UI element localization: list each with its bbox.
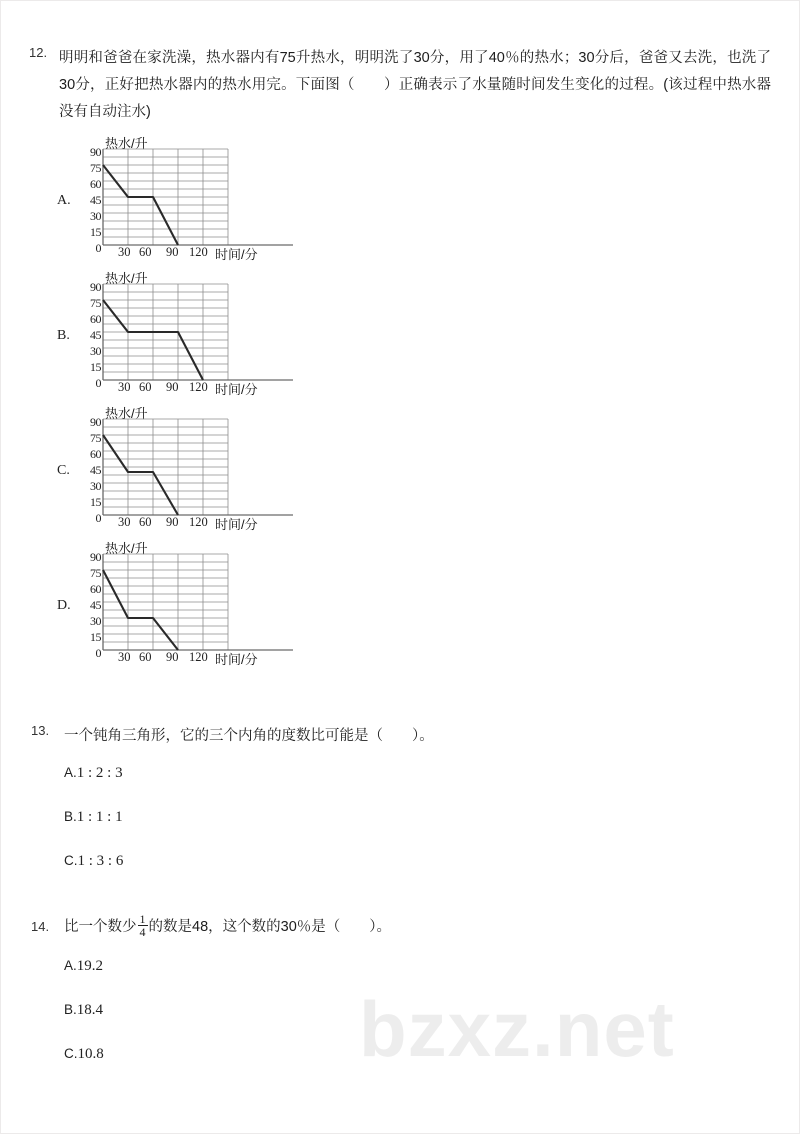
question-14-options [64, 957, 591, 1063]
question-14-text-after: 的数是48，这个数的30％是（ ）。 [148, 918, 392, 935]
question-14-option-a[interactable] [64, 957, 591, 975]
ytick-90: 90 [90, 415, 101, 429]
xtick-60: 60 [139, 245, 152, 259]
chart-option-b-xtitle: 时间/分 [215, 382, 258, 397]
xtick-120: 120 [189, 245, 208, 259]
chart-option-b-plot [103, 284, 228, 380]
question-13-options [64, 764, 591, 870]
chart-option-d-ylabels [71, 550, 101, 660]
question-13-number: 13. [31, 723, 50, 738]
ytick-75: 75 [90, 161, 101, 175]
chart-option-a[interactable] [55, 136, 355, 269]
question-12-number: 12. [29, 45, 48, 60]
xtick-60: 60 [139, 380, 152, 394]
ytick-45: 45 [90, 328, 101, 342]
chart-option-c[interactable] [55, 406, 355, 539]
option-letter: C. [64, 853, 78, 868]
ytick-60: 60 [90, 582, 101, 596]
chart-option-d-label: D. [57, 598, 71, 613]
ytick-15: 15 [90, 630, 101, 644]
xtick-90: 90 [166, 380, 179, 394]
option-value: 10.8 [77, 1045, 104, 1062]
ytick-0: 0 [95, 376, 101, 390]
chart-option-b-ytitle: 热水/升 [105, 271, 148, 286]
ytick-30: 30 [90, 209, 101, 223]
option-letter: A. [64, 957, 77, 973]
ytick-0: 0 [95, 646, 101, 660]
ytick-15: 15 [90, 495, 101, 509]
option-value: 1 : 2 : 3 [76, 765, 123, 781]
xtick-120: 120 [189, 650, 208, 664]
ytick-0: 0 [95, 511, 101, 525]
question-14-number: 14. [31, 919, 50, 934]
chart-option-c-plot [103, 419, 228, 515]
ytick-75: 75 [90, 431, 101, 445]
question-13-text: 一个钝角三角形，它的三个内角的度数比可能是（ ）。 [64, 728, 434, 744]
chart-option-d-xlabels [95, 646, 317, 670]
chart-option-c-label: C. [57, 463, 70, 478]
chart-option-b-ylabels [71, 280, 101, 390]
question-14-text [64, 913, 591, 941]
xtick-60: 60 [139, 650, 152, 664]
question-13-option-c[interactable] [64, 852, 591, 870]
ytick-15: 15 [90, 225, 101, 239]
xtick-120: 120 [189, 515, 208, 529]
question-13 [31, 723, 591, 870]
xtick-60: 60 [139, 515, 152, 529]
xtick-30: 30 [118, 245, 131, 259]
xtick-30: 30 [118, 515, 131, 529]
chart-option-d-plot [103, 554, 228, 650]
chart-option-d-ytitle: 热水/升 [105, 541, 148, 556]
xtick-90: 90 [166, 515, 179, 529]
option-letter: B. [64, 809, 77, 824]
chart-option-b[interactable] [55, 271, 355, 404]
question-14-text-before: 比一个数少 [64, 918, 137, 935]
fraction-numerator: 1 [139, 912, 146, 926]
fraction-one-quarter [138, 913, 148, 938]
question-14 [31, 913, 591, 1063]
ytick-60: 60 [90, 312, 101, 326]
question-14-option-b[interactable] [64, 1001, 591, 1019]
chart-option-c-xtitle: 时间/分 [215, 517, 258, 532]
chart-option-a-xtitle: 时间/分 [215, 247, 258, 262]
ytick-60: 60 [90, 177, 101, 191]
option-value: 19.2 [76, 957, 104, 974]
xtick-30: 30 [118, 380, 131, 394]
xtick-30: 30 [118, 650, 131, 664]
question-12 [29, 45, 771, 126]
option-value: 1 : 3 : 6 [77, 853, 124, 869]
ytick-90: 90 [90, 145, 101, 159]
question-13-option-a[interactable] [64, 764, 591, 782]
chart-option-d-xtitle: 时间/分 [215, 652, 258, 667]
option-letter: C. [64, 1045, 78, 1061]
ytick-90: 90 [90, 550, 101, 564]
ytick-75: 75 [90, 566, 101, 580]
xtick-90: 90 [166, 650, 179, 664]
option-value: 18.4 [76, 1001, 104, 1018]
ytick-0: 0 [95, 241, 101, 255]
ytick-60: 60 [90, 447, 101, 461]
chart-option-b-label: B. [57, 328, 70, 343]
ytick-30: 30 [90, 344, 101, 358]
watermark: bzxz.net [359, 985, 675, 1073]
ytick-90: 90 [90, 280, 101, 294]
question-12-text: 明明和爸爸在家洗澡，热水器内有75升热水，明明洗了30分，用了40％的热水；30分后，爸爸又去洗，也洗了30分，正好把热水器内的热水用完。下面图（ ）正确表示了水量随时间发生变化的过程。(该过程中热水器没有自动注水) [59, 50, 771, 120]
option-value: 1 : 1 : 1 [76, 809, 123, 825]
ytick-75: 75 [90, 296, 101, 310]
chart-option-b-xlabels [95, 376, 317, 400]
question-13-option-b[interactable] [64, 808, 591, 826]
chart-option-c-ytitle: 热水/升 [105, 406, 148, 421]
ytick-45: 45 [90, 463, 101, 477]
chart-option-c-ylabels [71, 415, 101, 525]
ytick-45: 45 [90, 598, 101, 612]
xtick-120: 120 [189, 380, 208, 394]
chart-option-a-label: A. [57, 193, 71, 208]
ytick-45: 45 [90, 193, 101, 207]
chart-option-a-plot [103, 149, 228, 245]
chart-option-a-ytitle: 热水/升 [105, 136, 148, 151]
option-letter: B. [64, 1001, 77, 1017]
option-letter: A. [64, 765, 77, 780]
fraction-denominator: 4 [139, 925, 146, 940]
chart-option-a-ylabels [71, 145, 101, 255]
chart-option-c-xlabels [95, 511, 317, 535]
chart-option-a-xlabels [95, 241, 317, 265]
ytick-15: 15 [90, 360, 101, 374]
xtick-90: 90 [166, 245, 179, 259]
chart-option-d[interactable] [55, 541, 355, 674]
question-14-option-c[interactable] [64, 1045, 591, 1063]
ytick-30: 30 [90, 614, 101, 628]
ytick-30: 30 [90, 479, 101, 493]
